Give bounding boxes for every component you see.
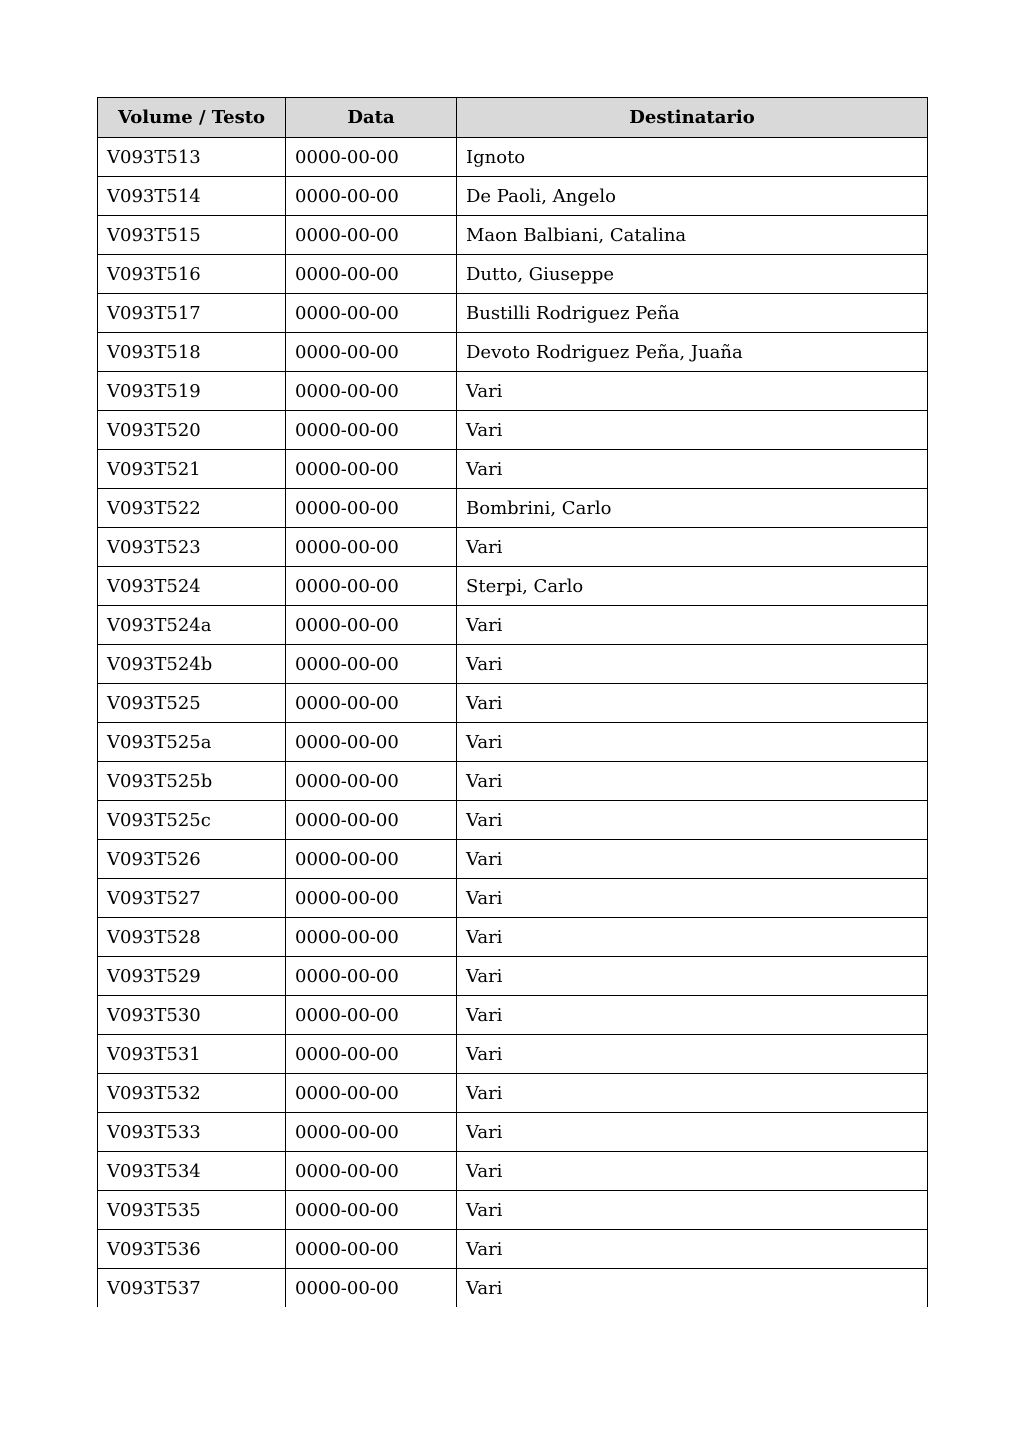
cell-volume-testo: V093T519 — [98, 372, 286, 411]
cell-volume-testo: V093T520 — [98, 411, 286, 450]
table-row — [98, 996, 928, 1035]
cell-data: 0000-00-00 — [286, 879, 457, 918]
cell-volume-testo: V093T531 — [98, 1035, 286, 1074]
cell-volume-testo: V093T522 — [98, 489, 286, 528]
table-row — [98, 216, 928, 255]
cell-destinatario: Vari — [457, 372, 928, 411]
cell-volume-testo: V093T528 — [98, 918, 286, 957]
cell-volume-testo: V093T530 — [98, 996, 286, 1035]
cell-destinatario: Vari — [457, 411, 928, 450]
cell-destinatario: Vari — [457, 879, 928, 918]
table-row — [98, 138, 928, 177]
cell-volume-testo: V093T513 — [98, 138, 286, 177]
cell-volume-testo: V093T524a — [98, 606, 286, 645]
table-header-row — [98, 98, 928, 138]
cell-volume-testo: V093T517 — [98, 294, 286, 333]
table-row — [98, 1074, 928, 1113]
table-row — [98, 567, 928, 606]
cell-destinatario: Bustilli Rodriguez Peña — [457, 294, 928, 333]
table-row — [98, 1230, 928, 1269]
cell-volume-testo: V093T529 — [98, 957, 286, 996]
cell-destinatario: De Paoli, Angelo — [457, 177, 928, 216]
cell-destinatario: Vari — [457, 1152, 928, 1191]
cell-data: 0000-00-00 — [286, 1191, 457, 1230]
cell-destinatario: Vari — [457, 762, 928, 801]
table-row — [98, 801, 928, 840]
cell-data: 0000-00-00 — [286, 762, 457, 801]
cell-data: 0000-00-00 — [286, 801, 457, 840]
table-row — [98, 177, 928, 216]
cell-data: 0000-00-00 — [286, 333, 457, 372]
cell-volume-testo: V093T525 — [98, 684, 286, 723]
cell-destinatario: Vari — [457, 1230, 928, 1269]
cell-destinatario: Vari — [457, 801, 928, 840]
table-row — [98, 255, 928, 294]
table-row — [98, 1035, 928, 1074]
cell-data: 0000-00-00 — [286, 1269, 457, 1308]
cell-data: 0000-00-00 — [286, 723, 457, 762]
cell-data: 0000-00-00 — [286, 216, 457, 255]
table-body — [98, 138, 928, 1308]
cell-data: 0000-00-00 — [286, 567, 457, 606]
cell-destinatario: Vari — [457, 684, 928, 723]
cell-data: 0000-00-00 — [286, 1230, 457, 1269]
column-header-destinatario: Destinatario — [457, 98, 928, 138]
cell-data: 0000-00-00 — [286, 372, 457, 411]
cell-volume-testo: V093T533 — [98, 1113, 286, 1152]
cell-volume-testo: V093T516 — [98, 255, 286, 294]
cell-destinatario: Vari — [457, 957, 928, 996]
cell-volume-testo: V093T527 — [98, 879, 286, 918]
cell-destinatario: Vari — [457, 1074, 928, 1113]
cell-data: 0000-00-00 — [286, 294, 457, 333]
cell-data: 0000-00-00 — [286, 1113, 457, 1152]
column-header-data: Data — [286, 98, 457, 138]
cell-volume-testo: V093T524 — [98, 567, 286, 606]
cell-volume-testo: V093T515 — [98, 216, 286, 255]
cell-data: 0000-00-00 — [286, 411, 457, 450]
cell-volume-testo: V093T521 — [98, 450, 286, 489]
cell-volume-testo: V093T534 — [98, 1152, 286, 1191]
cell-destinatario: Vari — [457, 1035, 928, 1074]
cell-destinatario: Vari — [457, 1113, 928, 1152]
table-row — [98, 1191, 928, 1230]
cell-destinatario: Vari — [457, 645, 928, 684]
cell-volume-testo: V093T525c — [98, 801, 286, 840]
cell-destinatario: Vari — [457, 840, 928, 879]
cell-destinatario: Vari — [457, 1269, 928, 1308]
cell-volume-testo: V093T524b — [98, 645, 286, 684]
table-row — [98, 723, 928, 762]
table-header — [98, 98, 928, 138]
cell-destinatario: Vari — [457, 450, 928, 489]
table-row — [98, 294, 928, 333]
cell-destinatario: Sterpi, Carlo — [457, 567, 928, 606]
cell-volume-testo: V093T518 — [98, 333, 286, 372]
cell-volume-testo: V093T523 — [98, 528, 286, 567]
cell-data: 0000-00-00 — [286, 489, 457, 528]
cell-destinatario: Vari — [457, 528, 928, 567]
cell-destinatario: Ignoto — [457, 138, 928, 177]
cell-destinatario: Vari — [457, 918, 928, 957]
table-row — [98, 1113, 928, 1152]
table-row — [98, 840, 928, 879]
cell-data: 0000-00-00 — [286, 957, 457, 996]
cell-volume-testo: V093T535 — [98, 1191, 286, 1230]
table-row — [98, 372, 928, 411]
cell-data: 0000-00-00 — [286, 996, 457, 1035]
table-row — [98, 879, 928, 918]
table-row — [98, 684, 928, 723]
cell-data: 0000-00-00 — [286, 840, 457, 879]
table-row — [98, 333, 928, 372]
cell-destinatario: Vari — [457, 723, 928, 762]
column-header-volume-testo: Volume / Testo — [98, 98, 286, 138]
cell-destinatario: Devoto Rodriguez Peña, Juaña — [457, 333, 928, 372]
cell-volume-testo: V093T536 — [98, 1230, 286, 1269]
cell-data: 0000-00-00 — [286, 255, 457, 294]
cell-data: 0000-00-00 — [286, 1035, 457, 1074]
table-row — [98, 645, 928, 684]
table-row — [98, 918, 928, 957]
cell-destinatario: Dutto, Giuseppe — [457, 255, 928, 294]
cell-volume-testo: V093T526 — [98, 840, 286, 879]
cell-data: 0000-00-00 — [286, 1152, 457, 1191]
cell-data: 0000-00-00 — [286, 645, 457, 684]
table-row — [98, 411, 928, 450]
table-row — [98, 762, 928, 801]
cell-destinatario: Vari — [457, 1191, 928, 1230]
cell-data: 0000-00-00 — [286, 918, 457, 957]
cell-destinatario: Vari — [457, 996, 928, 1035]
table-row — [98, 1152, 928, 1191]
letters-table — [97, 97, 928, 1307]
cell-volume-testo: V093T514 — [98, 177, 286, 216]
cell-destinatario: Bombrini, Carlo — [457, 489, 928, 528]
cell-data: 0000-00-00 — [286, 528, 457, 567]
cell-destinatario: Vari — [457, 606, 928, 645]
cell-data: 0000-00-00 — [286, 684, 457, 723]
cell-data: 0000-00-00 — [286, 1074, 457, 1113]
cell-data: 0000-00-00 — [286, 450, 457, 489]
cell-data: 0000-00-00 — [286, 606, 457, 645]
table-row — [98, 528, 928, 567]
cell-volume-testo: V093T532 — [98, 1074, 286, 1113]
cell-volume-testo: V093T525a — [98, 723, 286, 762]
table-row — [98, 450, 928, 489]
cell-data: 0000-00-00 — [286, 138, 457, 177]
table-row — [98, 489, 928, 528]
table-row — [98, 606, 928, 645]
cell-volume-testo: V093T525b — [98, 762, 286, 801]
table-row — [98, 957, 928, 996]
cell-volume-testo: V093T537 — [98, 1269, 286, 1308]
cell-data: 0000-00-00 — [286, 177, 457, 216]
cell-destinatario: Maon Balbiani, Catalina — [457, 216, 928, 255]
table-row — [98, 1269, 928, 1308]
